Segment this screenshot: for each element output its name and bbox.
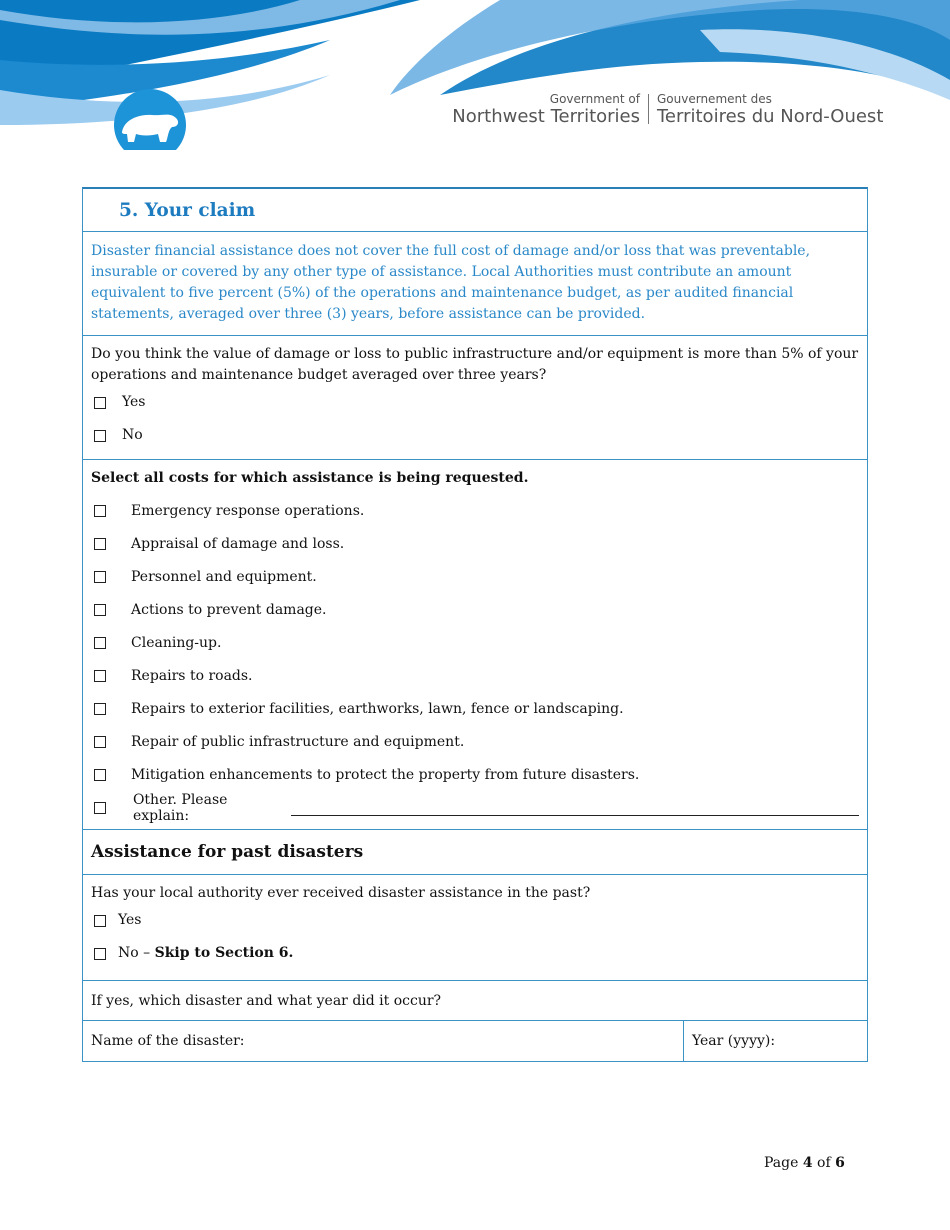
option-label: Actions to prevent damage. [131, 601, 327, 618]
checkbox[interactable] [94, 637, 106, 649]
option-label: Mitigation enhancements to protect the property from future disasters. [131, 767, 640, 784]
disaster-year-label: Year (yyyy): [692, 1033, 776, 1049]
checkbox[interactable] [94, 802, 106, 814]
checkbox[interactable] [94, 915, 106, 927]
past-disasters-title: Assistance for past disasters [83, 830, 867, 875]
checkbox[interactable] [94, 948, 106, 960]
option-label: Other. Please explain: [132, 792, 228, 825]
cost-option[interactable] [91, 626, 859, 659]
cost-option[interactable] [91, 759, 859, 792]
checkbox[interactable] [94, 505, 106, 517]
past-no-option[interactable] [91, 937, 859, 970]
gov-french-wordmark [657, 92, 883, 128]
total-pages: 6 [835, 1155, 845, 1171]
checkbox[interactable] [94, 430, 106, 442]
assistance-notice: Disaster financial assistance does not cover the full cost of damage and/or loss that was preventable, insurable or covered by any other type of assistance. Local Authorities must contribute an amount equivalent to five percent (5%) of the operations and maintenance budget, as per audited financial statements, averaged over three (3) years, before assistance can be provided. [83, 232, 867, 336]
gov-en-big: Northwest Territories [452, 106, 640, 127]
page-number [764, 1155, 845, 1171]
cost-option[interactable] [91, 560, 859, 593]
past-disaster-fields [83, 1021, 867, 1061]
checkbox[interactable] [94, 571, 106, 583]
header-divider [648, 94, 649, 124]
checkbox[interactable] [94, 703, 106, 715]
past-yes-option[interactable] [91, 904, 859, 937]
cost-option[interactable] [91, 726, 859, 759]
disaster-name-label: Name of the disaster: [91, 1033, 245, 1049]
option-label: Personnel and equipment. [131, 568, 317, 585]
past-assistance-question [83, 875, 867, 981]
question-text: Do you think the value of damage or loss to public infrastructure and/or equipment is more than 5% of your operations and maintenance budget averaged over three years? [91, 346, 859, 383]
cost-option[interactable] [91, 593, 859, 626]
gov-english-wordmark [452, 92, 640, 128]
other-explain-line[interactable] [291, 801, 859, 816]
threshold-no-option[interactable] [91, 419, 859, 452]
cost-option[interactable] [91, 693, 859, 726]
past-followup-question: If yes, which disaster and what year did it occur? [83, 981, 867, 1021]
current-page: 4 [802, 1155, 813, 1171]
page-word: Page [764, 1155, 799, 1171]
disaster-year-field[interactable] [684, 1021, 783, 1061]
of-word: of [817, 1155, 831, 1171]
checkbox[interactable] [94, 538, 106, 550]
option-label: Appraisal of damage and loss. [131, 535, 345, 552]
cost-option[interactable] [91, 659, 859, 692]
option-label: No [122, 427, 143, 443]
option-label: Repairs to roads. [131, 668, 253, 685]
banner-waves [0, 0, 950, 160]
gov-fr-big: Territoires du Nord-Ouest [657, 106, 884, 127]
disaster-name-field[interactable] [83, 1021, 684, 1061]
option-label: Cleaning-up. [131, 634, 222, 651]
skip-instruction: Skip to Section 6. [154, 945, 294, 961]
costs-requested [83, 460, 867, 830]
cost-other-option[interactable] [91, 792, 859, 825]
checkbox[interactable] [94, 604, 106, 616]
option-label: Yes [118, 912, 142, 928]
threshold-yes-option[interactable] [91, 386, 859, 419]
checkbox[interactable] [94, 736, 106, 748]
cost-option[interactable] [91, 494, 859, 527]
option-label: No – [118, 945, 151, 961]
option-label: Repair of public infrastructure and equipment. [131, 734, 465, 751]
costs-heading: Select all costs for which assistance is being requested. [91, 470, 529, 486]
header-banner [0, 0, 950, 160]
checkbox[interactable] [94, 397, 106, 409]
claim-form [82, 187, 868, 1062]
section-title: 5. Your claim [83, 189, 867, 232]
gov-en-small: Government of [549, 92, 640, 106]
checkbox[interactable] [94, 769, 106, 781]
damage-threshold-question [83, 336, 867, 460]
gov-fr-small: Gouvernement des [657, 92, 772, 106]
cost-option[interactable] [91, 527, 859, 560]
option-label: Yes [122, 394, 146, 410]
checkbox[interactable] [94, 670, 106, 682]
option-label: Emergency response operations. [131, 502, 365, 519]
option-label: Repairs to exterior facilities, earthworks, lawn, fence or landscaping. [131, 701, 624, 718]
question-text: Has your local authority ever received disaster assistance in the past? [91, 885, 591, 901]
